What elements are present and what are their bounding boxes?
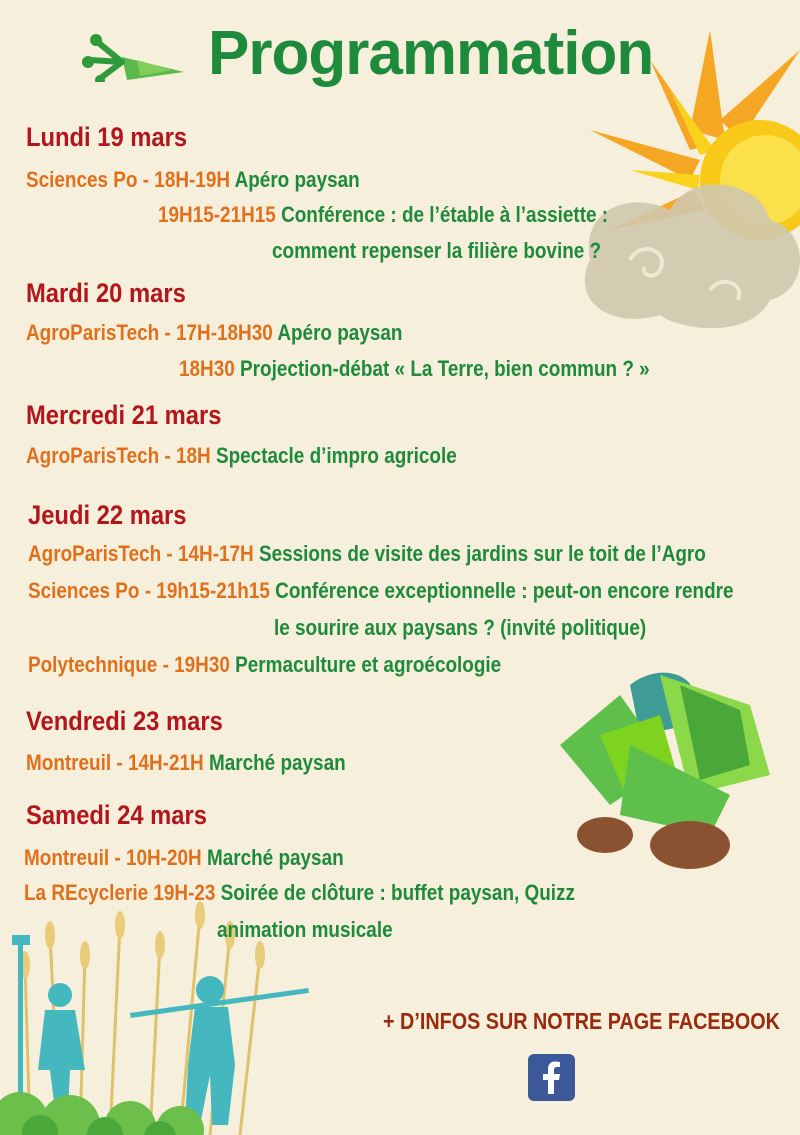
day-heading: Lundi 19 mars [26, 122, 188, 152]
event-place-time: AgroParisTech - 18H [26, 443, 211, 468]
carrot-icon [82, 22, 192, 82]
schedule-line [24, 845, 344, 871]
event-title: Conférence exceptionnelle : peut-on encore rendre [275, 578, 734, 603]
schedule-line [26, 320, 402, 346]
event-title: Permaculture et agroécologie [235, 652, 502, 677]
schedule-line [26, 167, 360, 193]
day-heading: Samedi 24 mars [26, 800, 207, 830]
day-heading: Mardi 20 mars [26, 278, 186, 308]
event-title: Apéro paysan [277, 320, 403, 345]
event-title: animation musicale [217, 917, 393, 942]
event-title: Projection-débat « La Terre, bien commun ? » [240, 356, 650, 381]
event-title: Conférence : de l’étable à l’assiette : [281, 202, 609, 227]
event-place-time: Montreuil - 14H-21H [26, 750, 204, 775]
schedule-line [24, 880, 575, 906]
event-time: 18H30 [179, 356, 235, 381]
event-place-time: AgroParisTech - 17H-18H30 [26, 320, 273, 345]
event-place-time: Montreuil - 10H-20H [24, 845, 202, 870]
event-title: Soirée de clôture : buffet paysan, Quizz [220, 880, 575, 905]
page-title: Programmation [208, 19, 654, 88]
event-title: Sessions de visite des jardins sur le toit de l’Agro [258, 541, 706, 566]
tractor-illustration [560, 665, 780, 875]
event-title: Spectacle d’impro agricole [215, 443, 457, 468]
schedule-line [179, 356, 650, 382]
event-title: comment repenser la filière bovine ? [272, 238, 602, 263]
day-heading: Mercredi 21 mars [26, 400, 222, 430]
event-title: le sourire aux paysans ? (invité politique) [274, 615, 647, 640]
event-title: Marché paysan [208, 750, 346, 775]
event-title: Marché paysan [206, 845, 344, 870]
schedule-line [272, 238, 601, 264]
facebook-icon[interactable] [528, 1054, 575, 1101]
facebook-link-text[interactable]: + D’INFOS SUR NOTRE PAGE FACEBOOK [383, 1008, 780, 1034]
day-heading: Jeudi 22 mars [28, 500, 187, 530]
event-place-time: Sciences Po - 18H-19H [26, 167, 231, 192]
schedule-line [26, 750, 346, 776]
event-place-time: La REcyclerie 19H-23 [24, 880, 216, 905]
schedule-line [217, 917, 393, 943]
day-heading: Vendredi 23 mars [26, 706, 223, 736]
schedule-line [26, 443, 457, 469]
schedule-line [28, 652, 501, 678]
event-time: 19H15-21H15 [158, 202, 276, 227]
schedule-line [274, 615, 646, 641]
event-title: Apéro paysan [234, 167, 360, 192]
schedule-line [28, 578, 734, 604]
schedule-line [158, 202, 608, 228]
event-place-time: Sciences Po - 19h15-21h15 [28, 578, 270, 603]
schedule-line [28, 541, 706, 567]
event-place-time: AgroParisTech - 14H-17H [28, 541, 254, 566]
event-place-time: Polytechnique - 19H30 [28, 652, 230, 677]
